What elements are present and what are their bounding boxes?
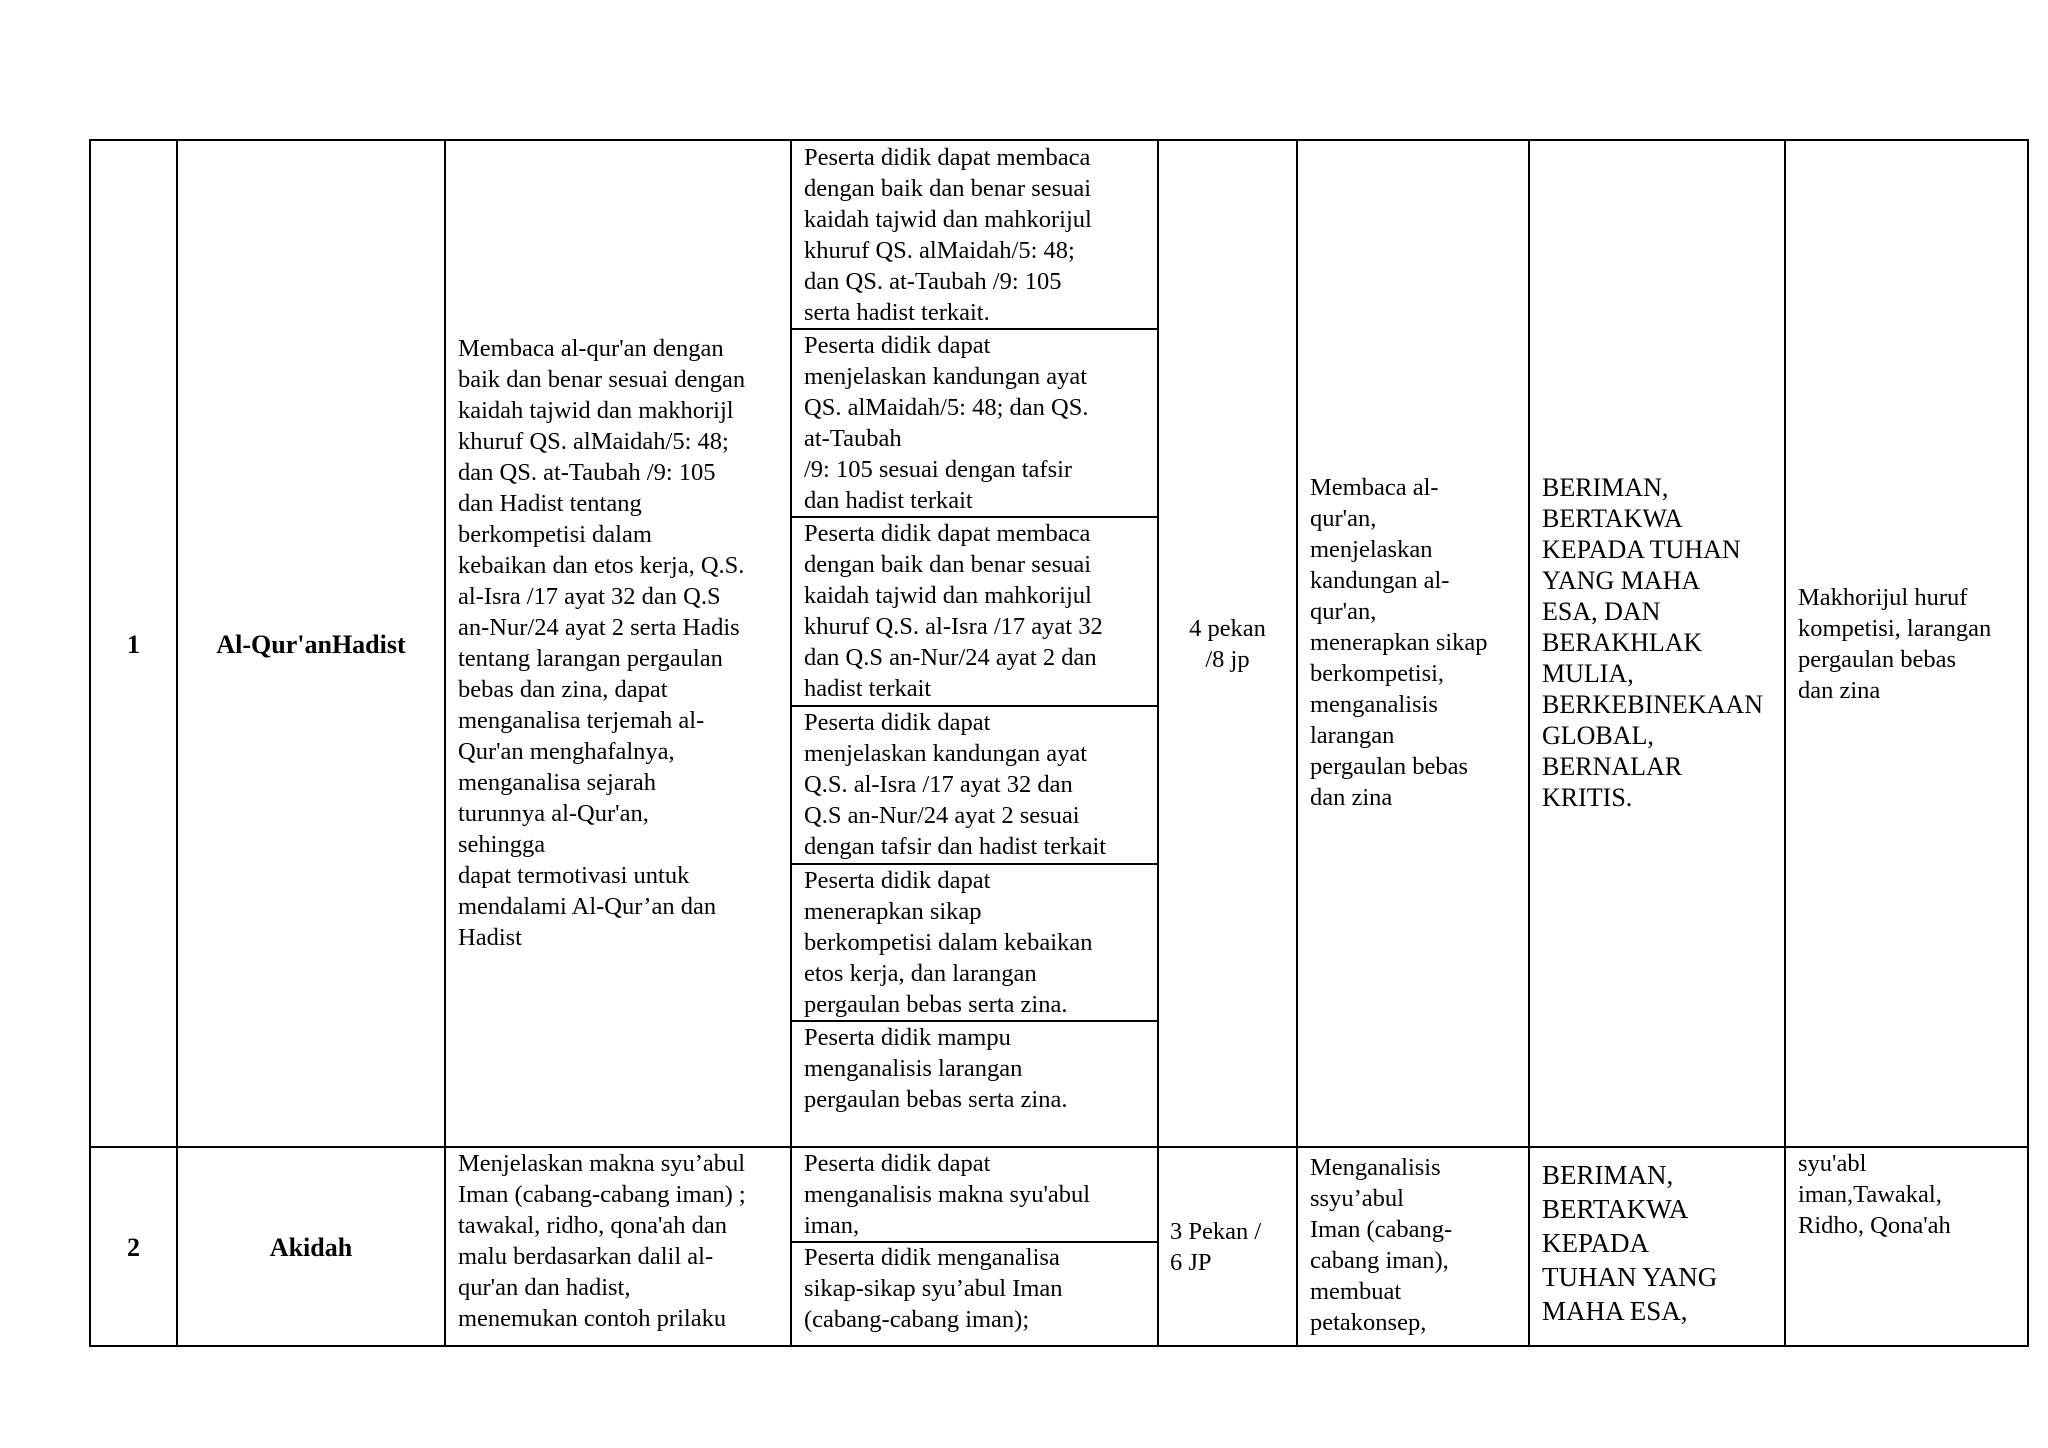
materi-pokok: Menganalisis ssyu’abul Iman (cabang- cabang iman), membuat petakonsep, [1310,1154,1453,1336]
col-border [790,139,792,1347]
col-border [1296,139,1298,1347]
col-border [1157,139,1159,1347]
col-border [176,139,178,1347]
tujuan-item: Peserta didik dapat menerapkan sikap berkompetisi dalam kebaikan etos kerja, dan larangan pergaulan bebas serta zina. [804,867,1093,1018]
tujuan-item: Peserta didik menganalisa sikap-sikap syu’abul Iman (cabang-cabang iman); [804,1244,1063,1333]
profil-pelajar: BERIMAN, BERTAKWA KEPADA TUHAN YANG MAHA ESA, DAN BERAKHLAK MULIA, BERKEBINEKAAN GLOBAL, BERNALAR KRITIS. [1542,473,1763,812]
profil-pelajar: BERIMAN, BERTAKWA KEPADA TUHAN YANG MAHA ESA, [1542,1160,1718,1326]
col-border [1528,139,1530,1347]
tujuan-item: Peserta didik dapat menjelaskan kandungan ayat Q.S. al-Isra /17 ayat 32 dan Q.S an-Nur/24 ayat 2 sesuai dengan tafsir dan hadist terkait [804,709,1107,860]
kata-kunci: Makhorijul huruf kompetisi, larangan pergaulan bebas dan zina [1798,584,1992,704]
tujuan-item: Peserta didik dapat membaca dengan baik dan benar sesuai kaidah tajwid dan mahkorijul khuruf Q.S. al-Isra /17 ayat 32 dan Q.S an-Nur/24 ayat 2 dan hadist terkait [804,520,1103,702]
materi-pokok: Membaca al- qur'an, menjelaskan kandungan al- qur'an, menerapkan sikap berkompetisi, menganalisis larangan pergaulan bebas dan zina [1310,474,1488,811]
tujuan-item: Peserta didik dapat menganalisis makna syu'abul iman, [804,1150,1091,1239]
tujuan-item: Peserta didik dapat membaca dengan baik dan benar sesuai kaidah tajwid dan mahkorijul khuruf QS. alMaidah/5: 48; dan QS. at-Taubah /9: 105 serta hadist terkait. [804,144,1092,326]
kata-kunci: syu'abl iman,Tawakal, Ridho, Qona'ah [1798,1150,1951,1239]
capaian-pembelajaran: Menjelaskan makna syu’abul Iman (cabang-cabang iman) ; tawakal, ridho, qona'ah dan malu berdasarkan dalil al- qur'an dan hadist, menemukan contoh prilaku [458,1150,746,1332]
alokasi-waktu: 3 Pekan / 6 JP [1170,1218,1262,1276]
row-number: 2 [127,1233,140,1262]
element-name: Al-Qur'anHadist [216,630,406,659]
alokasi-waktu: 4 pekan /8 jp [1189,615,1266,673]
col-border [89,139,91,1347]
row-number: 1 [127,630,140,659]
table-border-bottom [89,1345,2029,1347]
tujuan-item: Peserta didik mampu menganalisis larangan pergaulan bebas serta zina. [804,1024,1068,1113]
col-border [1784,139,1786,1347]
tujuan-item: Peserta didik dapat menjelaskan kandungan ayat QS. alMaidah/5: 48; dan QS. at-Taubah /9: 105 sesuai dengan tafsir dan hadist terkait [804,332,1089,514]
col-border [2027,139,2029,1347]
capaian-pembelajaran: Membaca al-qur'an dengan baik dan benar sesuai dengan kaidah tajwid dan makhorijl khuruf QS. alMaidah/5: 48; dan QS. at-Taubah /9: 105 dan Hadist tentang berkompetisi dalam kebaikan dan etos kerja, Q.S. al-Isra /17 ayat 32 dan Q.S an-Nur/24 ayat 2 serta Hadis tentang larangan pergaulan bebas dan zina, dapat menganalisa terjemah al- Qur'an menghafalnya, menganalisa sejarah turunnya al-Qur'an, sehingga dapat termotivasi untuk mendalami Al-Qur’an dan Hadist [458,335,746,951]
col-border [444,139,446,1347]
table-border-top [89,139,2029,141]
element-name: Akidah [269,1233,353,1262]
